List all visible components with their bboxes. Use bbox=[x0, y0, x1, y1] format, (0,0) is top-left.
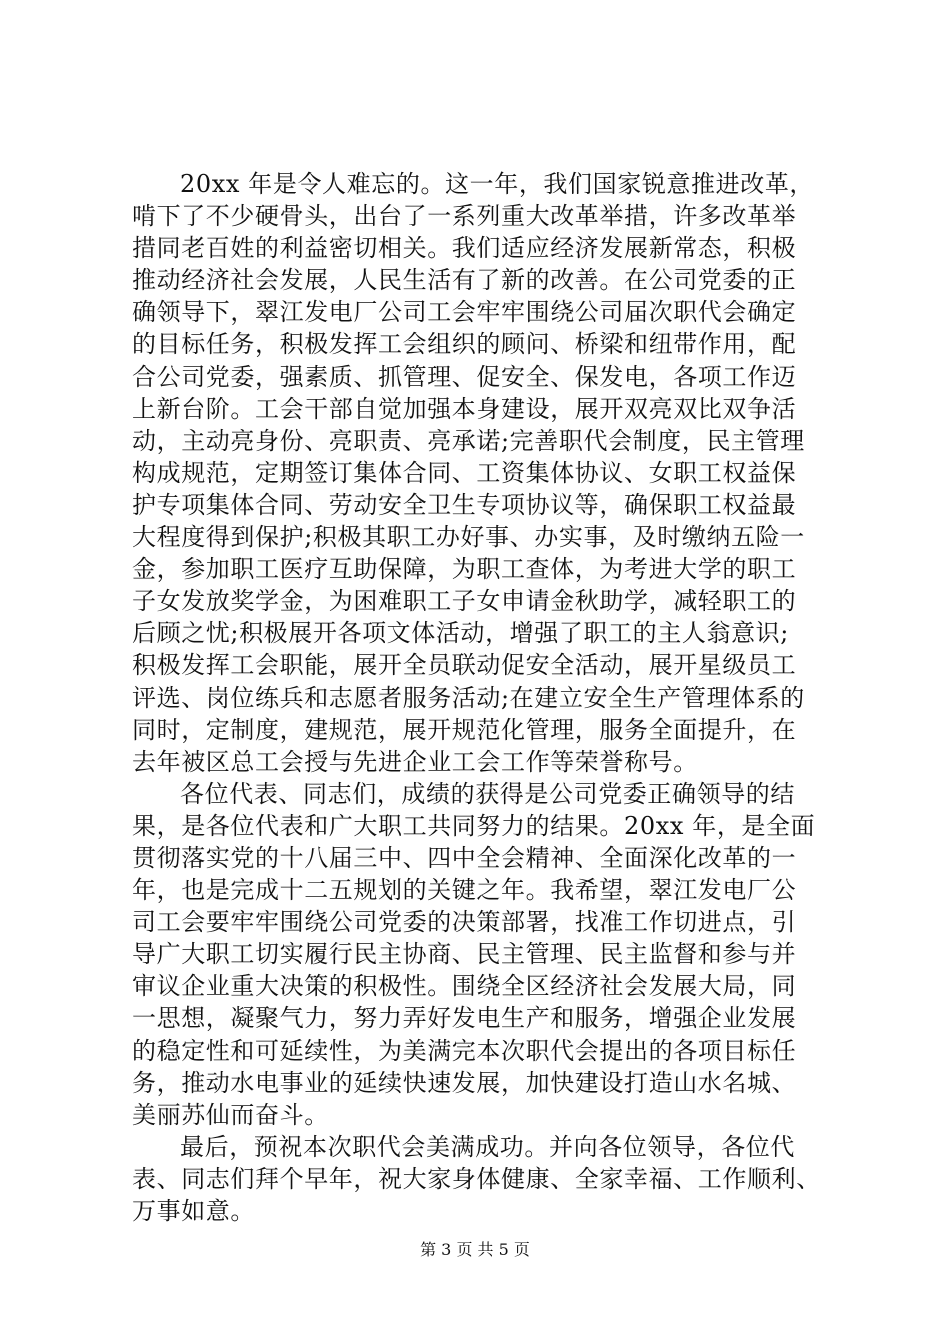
paragraph-line: 导广大职工切实履行民主协商、民主管理、民主监督和参与并 bbox=[132, 940, 797, 969]
paragraph-line: 年，也是完成十二五规划的关键之年。我希望，翠江发电厂公 bbox=[132, 876, 797, 905]
paragraph-2 bbox=[132, 778, 832, 1131]
paragraph-line: 积极发挥工会职能，展开全员联动促安全活动，展开星级员工 bbox=[132, 651, 797, 680]
paragraph-line: 司工会要牢牢围绕公司党委的决策部署，找准工作切进点，引 bbox=[132, 908, 797, 937]
paragraph-3 bbox=[132, 1131, 832, 1227]
paragraph-line: 贯彻落实党的十八届三中、四中全会精神、全面深化改革的一 bbox=[132, 843, 797, 872]
paragraph-line: 表、同志们拜个早年，祝大家身体健康、全家幸福、工作顺利、 bbox=[132, 1164, 821, 1193]
paragraph-line: 推动经济社会发展，人民生活有了新的改善。在公司党委的正 bbox=[132, 266, 797, 295]
paragraph-line: 啃下了不少硬骨头，出台了一系列重大改革举措，许多改革举 bbox=[132, 202, 797, 231]
paragraph-line: 同时，定制度，建规范，展开规范化管理，服务全面提升，在 bbox=[132, 715, 797, 744]
paragraph-line: 上新台阶。工会干部自觉加强本身建设，展开双亮双比双争活 bbox=[132, 394, 797, 423]
paragraph-line: 护专项集体合同、劳动安全卫生专项协议等，确保职工权益最 bbox=[132, 490, 797, 519]
paragraph-line: 的稳定性和可延续性，为美满完本次职代会提出的各项目标任 bbox=[132, 1036, 797, 1065]
page-number-footer: 第 3 页 共 5 页 bbox=[420, 1240, 530, 1259]
paragraph-line: 万事如意。 bbox=[132, 1197, 255, 1225]
paragraph-line: 确领导下，翠江发电厂公司工会牢牢围绕公司届次职代会确定 bbox=[132, 298, 797, 327]
paragraph-line: 金，参加职工医疗互助保障，为职工查体，为考进大学的职工 bbox=[132, 555, 797, 584]
paragraph-line: 20xx 年是令人难忘的。这一年，我们国家锐意推进改革， bbox=[180, 170, 815, 198]
document-body bbox=[132, 168, 832, 1227]
paragraph-line: 审议企业重大决策的积极性。围绕全区经济社会发展大局，同 bbox=[132, 972, 797, 1001]
paragraph-line: 构成规范，定期签订集体合同、工资集体协议、女职工权益保 bbox=[132, 458, 797, 487]
paragraph-line: 美丽苏仙而奋斗。 bbox=[132, 1100, 329, 1129]
paragraph-line: 务，推动水电事业的延续快速发展，加快建设打造山水名城、 bbox=[132, 1068, 797, 1097]
paragraph-line: 子女发放奖学金，为困难职工子女申请金秋助学，减轻职工的 bbox=[132, 587, 797, 616]
paragraph-line: 果，是各位代表和广大职工共同努力的结果。20xx 年，是全面 bbox=[132, 811, 816, 840]
paragraph-line: 动，主动亮身份、亮职责、亮承诺;完善职代会制度，民主管理 bbox=[132, 426, 805, 455]
paragraph-line: 措同老百姓的利益密切相关。我们适应经济发展新常态，积极 bbox=[132, 234, 797, 263]
paragraph-line: 后顾之忧;积极展开各项文体活动，增强了职工的主人翁意识; bbox=[132, 619, 789, 648]
paragraph-line: 评选、岗位练兵和志愿者服务活动;在建立安全生产管理体系的 bbox=[132, 683, 805, 712]
paragraph-1 bbox=[132, 168, 832, 778]
paragraph-line: 大程度得到保护;积极其职工办好事、办实事，及时缴纳五险一 bbox=[132, 523, 805, 552]
paragraph-line: 最后，预祝本次职代会美满成功。并向各位领导，各位代 bbox=[180, 1132, 795, 1161]
paragraph-line: 合公司党委，强素质、抓管理、促安全、保发电，各项工作迈 bbox=[132, 362, 797, 391]
paragraph-line: 各位代表、同志们，成绩的获得是公司党委正确领导的结 bbox=[180, 779, 795, 808]
paragraph-line: 去年被区总工会授与先进企业工会工作等荣誉称号。 bbox=[132, 747, 698, 776]
paragraph-line: 的目标任务，积极发挥工会组织的顾问、桥梁和纽带作用，配 bbox=[132, 330, 797, 359]
paragraph-line: 一思想，凝聚气力，努力弄好发电生产和服务，增强企业发展 bbox=[132, 1004, 797, 1033]
